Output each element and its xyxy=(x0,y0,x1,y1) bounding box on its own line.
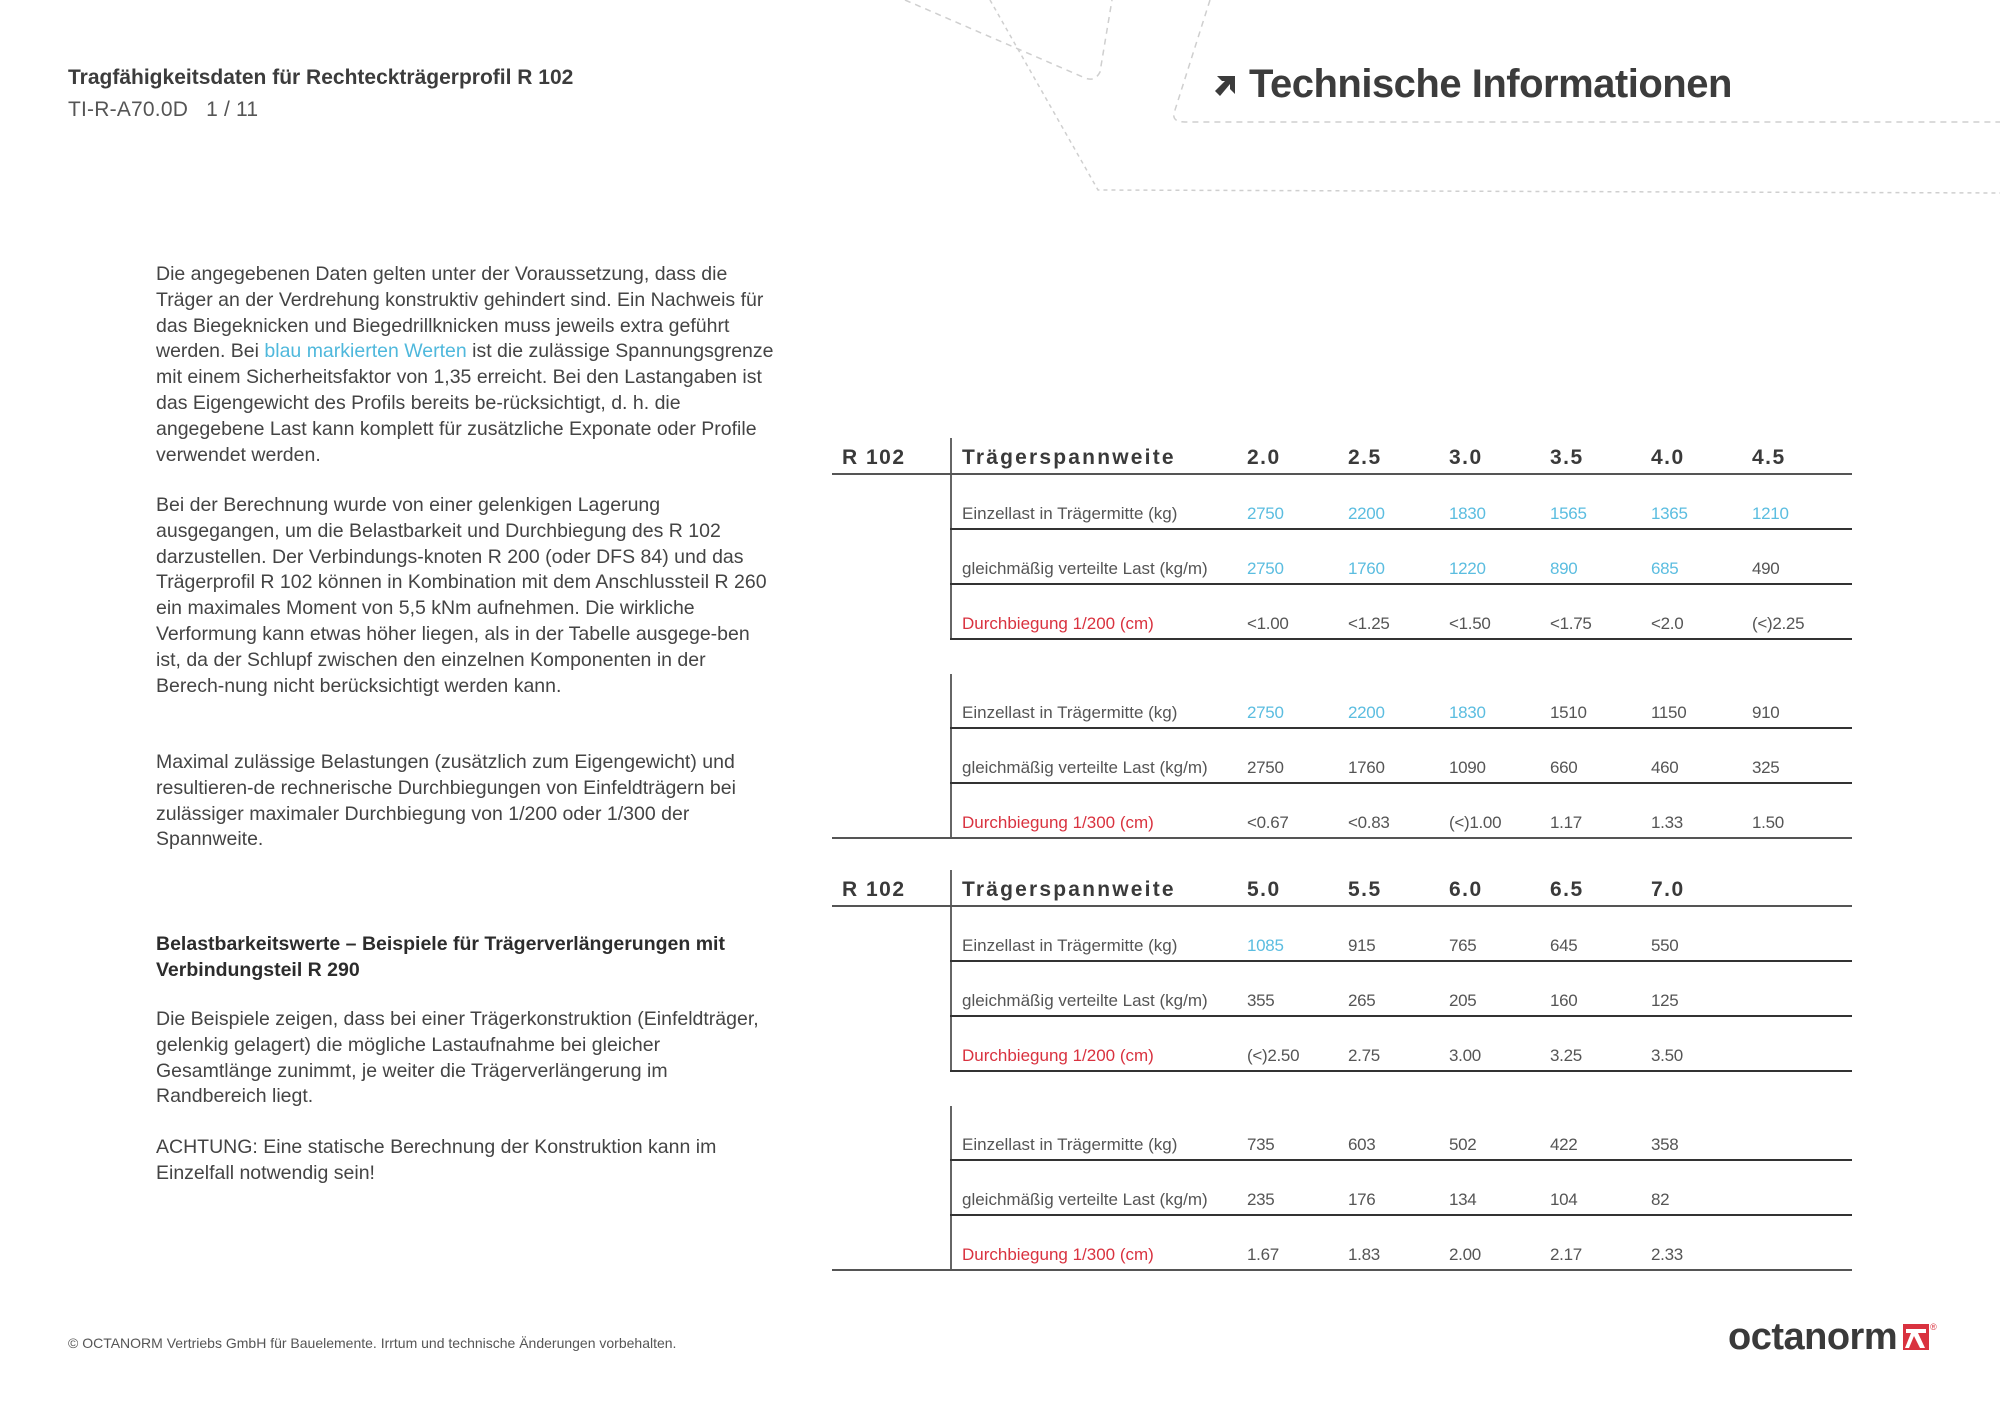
row-label: gleichmäßig verteilte Last (kg/m) xyxy=(962,991,1208,1010)
table-cell: <0.67 xyxy=(1247,813,1289,832)
document-title: Tragfähigkeitsdaten für Rechteckträgerprofil R 102 xyxy=(68,66,574,89)
table-row xyxy=(950,1017,1852,1072)
table-cell: 765 xyxy=(1449,936,1477,955)
span-label: Trägerspannweite xyxy=(962,446,1176,469)
table-cell: 2750 xyxy=(1247,758,1284,777)
octanorm-logo xyxy=(1728,1318,1937,1356)
table-cell: 2750 xyxy=(1247,703,1284,722)
row-label: gleichmäßig verteilte Last (kg/m) xyxy=(962,559,1208,578)
registered-mark: ® xyxy=(1930,1322,1937,1332)
row-label: Einzellast in Trägermitte (kg) xyxy=(962,1135,1178,1154)
table-cell: 603 xyxy=(1348,1135,1376,1154)
table-cell: 325 xyxy=(1752,758,1780,777)
table-cell: 490 xyxy=(1752,559,1780,578)
table-row xyxy=(950,674,1852,729)
table-cell: 890 xyxy=(1550,559,1578,578)
row-label: Durchbiegung 1/200 (cm) xyxy=(962,614,1154,633)
row-label: Durchbiegung 1/200 (cm) xyxy=(962,1046,1154,1065)
table-row xyxy=(950,729,1852,784)
blue-highlight-text: blau markierten Werten xyxy=(264,340,467,363)
table-cell: (<)2.50 xyxy=(1247,1046,1300,1065)
table-cell: 3.00 xyxy=(1449,1046,1481,1065)
load-table-1 xyxy=(832,438,1852,839)
table-cell: 1365 xyxy=(1651,504,1688,523)
table-cell: 134 xyxy=(1449,1190,1477,1209)
table-cell: 235 xyxy=(1247,1190,1275,1209)
table-cell: 265 xyxy=(1348,991,1376,1010)
document-id: TI-R-A70.0D xyxy=(68,98,189,121)
calculation-paragraph: Bei der Berechnung wurde von einer gelenkigen Lagerung ausgegangen, um die Belastbarkeit und Durchbiegung des R 102 darzustellen. Der Verbindungs-knoten R 200 (oder DFS 84) und das Trägerprofil R 102 können in Kombination mit dem Anschlussteil R 260 ein maximales Moment von 5,5 kNm aufnehmen. Die wirkliche Verformung kann etwas höher liegen, als in der Tabelle ausgege-ben ist, da der Schlupf zwischen den einzelnen Komponenten in der Berech-nung nicht berücksichtigt werden kann. xyxy=(156,494,767,697)
table-cell: 460 xyxy=(1651,758,1679,777)
table-cell: 2200 xyxy=(1348,504,1385,523)
table-header xyxy=(832,438,1852,475)
intro-text-end: ist die zulässige Spannungsgrenze mit einem Sicherheitsfaktor von 1,35 erreicht. Bei den Lastangaben ist das Eigengewicht des Profils bereits be-rücksichtigt, d. h. die angegebene Last kann komplett für zusätzliche Exponate oder Profile verwendet werden. xyxy=(156,340,774,466)
span-column-header: 7.0 xyxy=(1651,878,1685,901)
row-label: gleichmäßig verteilte Last (kg/m) xyxy=(962,758,1208,777)
table-cell: (<)1.00 xyxy=(1449,813,1502,832)
table-cell: 2.17 xyxy=(1550,1245,1582,1264)
load-table-2 xyxy=(832,870,1852,1271)
table-row xyxy=(950,1216,1852,1271)
table-row xyxy=(950,1106,1852,1161)
table-cell: 2750 xyxy=(1247,504,1284,523)
section-title xyxy=(1213,62,1732,107)
table-cell: 1220 xyxy=(1449,559,1486,578)
intro-text-start: Die angegebenen Daten gelten unter der Voraussetzung, dass die Träger an der Verdrehung konstruktiv gehindert sind. Ein Nachweis für das Biegeknicken und Biegedrillknicken muss jeweils extra geführt werden. Bei xyxy=(156,263,764,363)
table-row xyxy=(950,907,1852,962)
row-label: Einzellast in Trägermitte (kg) xyxy=(962,936,1178,955)
decorative-dashed-outline xyxy=(0,0,2000,220)
row-label: gleichmäßig verteilte Last (kg/m) xyxy=(962,1190,1208,1209)
table-cell: 3.50 xyxy=(1651,1046,1683,1065)
table-cell: 735 xyxy=(1247,1135,1275,1154)
table-row xyxy=(950,585,1852,640)
table-cell: 1.33 xyxy=(1651,813,1683,832)
table-cell: 502 xyxy=(1449,1135,1477,1154)
table-row xyxy=(950,475,1852,530)
table-cell: <1.50 xyxy=(1449,614,1491,633)
table-cell: 910 xyxy=(1752,703,1780,722)
table-cell: 1090 xyxy=(1449,758,1486,777)
row-group xyxy=(832,475,1852,640)
table-cell: 3.25 xyxy=(1550,1046,1582,1065)
table-cell: 1.67 xyxy=(1247,1245,1279,1264)
table-bottom-rule xyxy=(832,1269,1852,1271)
row-label: Einzellast in Trägermitte (kg) xyxy=(962,504,1178,523)
table-cell: 1760 xyxy=(1348,758,1385,777)
row-group xyxy=(832,674,1852,839)
profile-label: R 102 xyxy=(842,878,906,901)
table-row xyxy=(950,784,1852,839)
table-cell: 160 xyxy=(1550,991,1578,1010)
table-cell: 2200 xyxy=(1348,703,1385,722)
table-cell: <1.75 xyxy=(1550,614,1592,633)
table-cell: 125 xyxy=(1651,991,1679,1010)
intro-paragraph xyxy=(156,262,776,468)
warning-paragraph: ACHTUNG: Eine statische Berechnung der Konstruktion kann im Einzelfall notwendig sein! xyxy=(156,1136,717,1184)
table-header xyxy=(832,870,1852,907)
table-cell: 82 xyxy=(1651,1190,1670,1209)
copyright-notice: © OCTANORM Vertriebs GmbH für Bauelemente. Irrtum und technische Änderungen vorbehalten. xyxy=(68,1335,677,1351)
table-cell: 550 xyxy=(1651,936,1679,955)
table-cell: 1510 xyxy=(1550,703,1587,722)
column-divider xyxy=(950,438,952,473)
examples-heading: Belastbarkeitswerte – Beispiele für Trägerverlängerungen mit Verbindungsteil R 290 xyxy=(156,933,725,981)
table-cell: 1760 xyxy=(1348,559,1385,578)
table-row xyxy=(950,962,1852,1017)
table-cell: 2.00 xyxy=(1449,1245,1481,1264)
table-cell: 685 xyxy=(1651,559,1679,578)
section-title-text: Technische Informationen xyxy=(1249,62,1732,106)
span-column-header: 6.0 xyxy=(1449,878,1483,901)
table-cell: 205 xyxy=(1449,991,1477,1010)
span-column-header: 6.5 xyxy=(1550,878,1584,901)
table-cell: 2.75 xyxy=(1348,1046,1380,1065)
row-label: Einzellast in Trägermitte (kg) xyxy=(962,703,1178,722)
table-row xyxy=(950,530,1852,585)
table-cell: 358 xyxy=(1651,1135,1679,1154)
table-cell: 660 xyxy=(1550,758,1578,777)
table-cell: 1085 xyxy=(1247,936,1284,955)
span-column-header: 2.0 xyxy=(1247,446,1281,469)
table-cell: (<)2.25 xyxy=(1752,614,1805,633)
span-column-header: 4.0 xyxy=(1651,446,1685,469)
max-load-paragraph: Maximal zulässige Belastungen (zusätzlich zum Eigengewicht) und resultieren-de rechnerische Durchbiegungen von Einfeldträgern bei zulässiger maximaler Durchbiegung von 1/200 oder 1/300 der Spannweite. xyxy=(156,751,736,851)
table-cell: 1150 xyxy=(1651,703,1687,722)
logo-wordmark: octanorm xyxy=(1728,1316,1898,1358)
span-column-header: 2.5 xyxy=(1348,446,1382,469)
table-bottom-rule xyxy=(832,837,1852,839)
table-cell: <1.00 xyxy=(1247,614,1289,633)
table-cell: 1830 xyxy=(1449,703,1486,722)
table-cell: 1.83 xyxy=(1348,1245,1380,1264)
table-cell: 915 xyxy=(1348,936,1376,955)
table-cell: 355 xyxy=(1247,991,1275,1010)
span-column-header: 3.5 xyxy=(1550,446,1584,469)
row-label: Durchbiegung 1/300 (cm) xyxy=(962,813,1154,832)
span-column-header: 5.5 xyxy=(1348,878,1382,901)
table-cell: 2750 xyxy=(1247,559,1284,578)
table-cell: <2.0 xyxy=(1651,614,1684,633)
arrow-up-right-icon xyxy=(1213,72,1239,98)
octanorm-mark-icon xyxy=(1903,1324,1929,1350)
table-cell: 1565 xyxy=(1550,504,1587,523)
table-cell: 1210 xyxy=(1752,504,1789,523)
table-row xyxy=(950,1161,1852,1216)
span-label: Trägerspannweite xyxy=(962,878,1176,901)
examples-paragraph: Die Beispiele zeigen, dass bei einer Trägerkonstruktion (Einfeldträger, gelenkig gelagert) die mögliche Lastaufnahme bei gleicher Gesamtlänge zunimmt, je weiter die Trägerverlängerung im Randbereich liegt. xyxy=(156,1008,759,1108)
page-number: 1 / 11 xyxy=(206,98,259,121)
column-divider xyxy=(950,870,952,905)
table-cell: 1830 xyxy=(1449,504,1486,523)
row-group xyxy=(832,907,1852,1072)
table-cell: 645 xyxy=(1550,936,1578,955)
table-cell: 422 xyxy=(1550,1135,1578,1154)
document-id-line xyxy=(68,98,258,122)
table-cell: 176 xyxy=(1348,1190,1376,1209)
table-cell: <0.83 xyxy=(1348,813,1390,832)
table-cell: 104 xyxy=(1550,1190,1578,1209)
table-cell: 1.17 xyxy=(1550,813,1582,832)
span-column-header: 4.5 xyxy=(1752,446,1786,469)
table-cell: <1.25 xyxy=(1348,614,1390,633)
span-column-header: 5.0 xyxy=(1247,878,1281,901)
span-column-header: 3.0 xyxy=(1449,446,1483,469)
table-cell: 2.33 xyxy=(1651,1245,1683,1264)
table-cell: 1.50 xyxy=(1752,813,1784,832)
row-group xyxy=(832,1106,1852,1271)
profile-label: R 102 xyxy=(842,446,906,469)
row-label: Durchbiegung 1/300 (cm) xyxy=(962,1245,1154,1264)
